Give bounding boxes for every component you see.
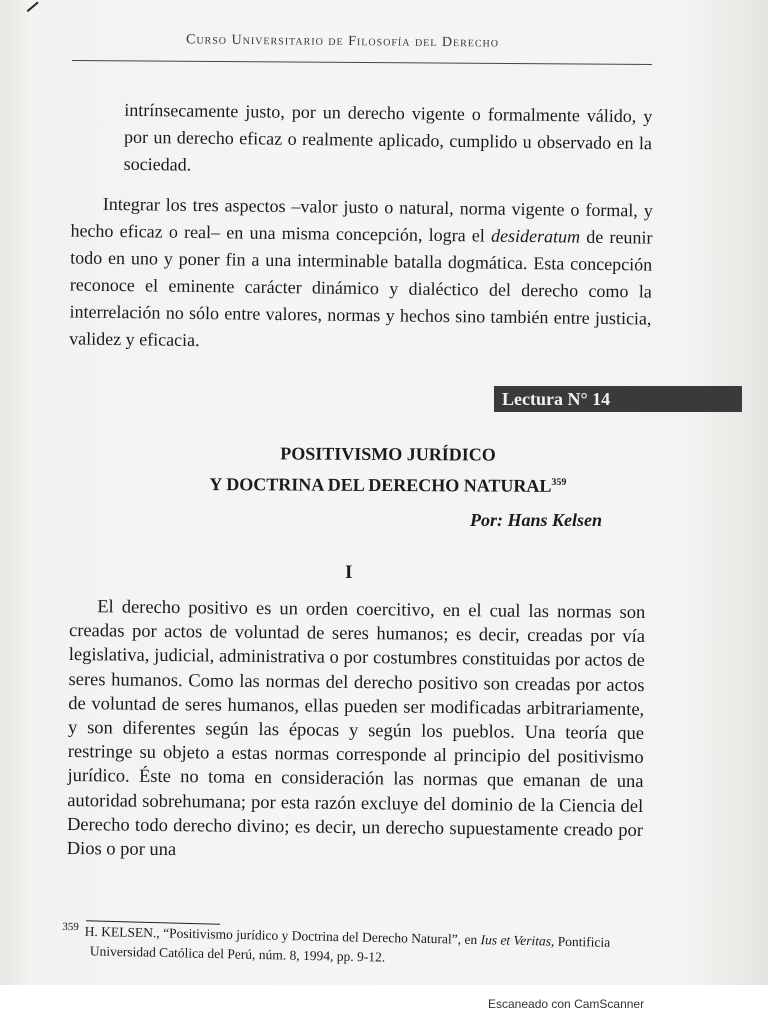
title-footnote-ref[interactable]: 359	[551, 476, 567, 488]
footnote-text-b: , Pontificia	[550, 933, 611, 950]
paragraph-2-text-a: Integrar los tres aspectos –valor justo o natural, norma vigente o formal, y hecho eficaz o real– en una misma concepción, logra el	[70, 193, 653, 246]
author-byline: Por: Hans Kelsen	[470, 510, 603, 530]
article-title	[118, 439, 658, 501]
paragraph-integrar	[69, 190, 653, 359]
paragraph-derecho-positivo: El derecho positivo es un orden coercitivo, en el cual las normas son creadas por actos de voluntad de seres humanos; es decir, creadas por vía legislativa, judicial, administrativa o por costumbres constituidas por actos de seres humanos. Como las normas del derecho positivo son creadas por actos de voluntad de seres humanos, ellas pueden ser modificadas arbitrariamente, y son diferentes según las épocas y según los pueblos. Una teoría que restringe su objeto a estas normas corresponde al principio del positivismo jurídico. Éste no toma en consideración las normas que emanan de una autoridad sobrehumana; por esta razón excluye del dominio de la Ciencia del Derecho todo derecho divino; es decir, un derecho supuestamente creado por Dios o por una	[66, 597, 646, 861]
title-line-2-text: Y DOCTRINA DEL DERECHO NATURAL	[209, 474, 552, 496]
header-rule	[72, 60, 652, 65]
title-line-2	[118, 467, 658, 501]
running-header: Curso Universitario de Filosofía del Derecho	[185, 32, 500, 51]
corner-mark	[20, 0, 38, 12]
paragraph-2-italic: desideratum	[490, 225, 581, 247]
paragraph-2-text-b: de reunir todo en uno y poner fin a una interminable batalla dogmática. Esta concepción reconoce el eminente carácter dinámico y dialéctico del derecho como la interrelación no sólo entre valores, normas y hechos sino también entre justicia, validez y eficacia.	[69, 226, 653, 351]
footnote-number: 359	[62, 920, 79, 934]
footnote-line-2: Universidad Católica del Perú, núm. 8, 1994, pp. 9-12.	[89, 942, 386, 965]
section-number: I	[345, 562, 353, 583]
footnote-italic: Ius et Veritas	[480, 932, 552, 949]
footnote-text-a: H. KELSEN., “Positivismo jurídico y Doctrina del Derecho Natural”, en	[84, 923, 481, 948]
paragraph-continuation: intrínsecamente justo, por un derecho vigente o formalmente válido, y por un derecho eficaz o realmente aplicado, cumplido u observado en la sociedad.	[123, 99, 653, 175]
title-line-1: POSITIVISMO JURÍDICO	[280, 443, 496, 465]
page-bottom-edge	[0, 985, 768, 1024]
footnote	[62, 918, 653, 972]
lectura-label-bar: Lectura N° 14	[494, 386, 742, 412]
scanner-watermark: Escaneado con CamScanner	[488, 997, 645, 1011]
